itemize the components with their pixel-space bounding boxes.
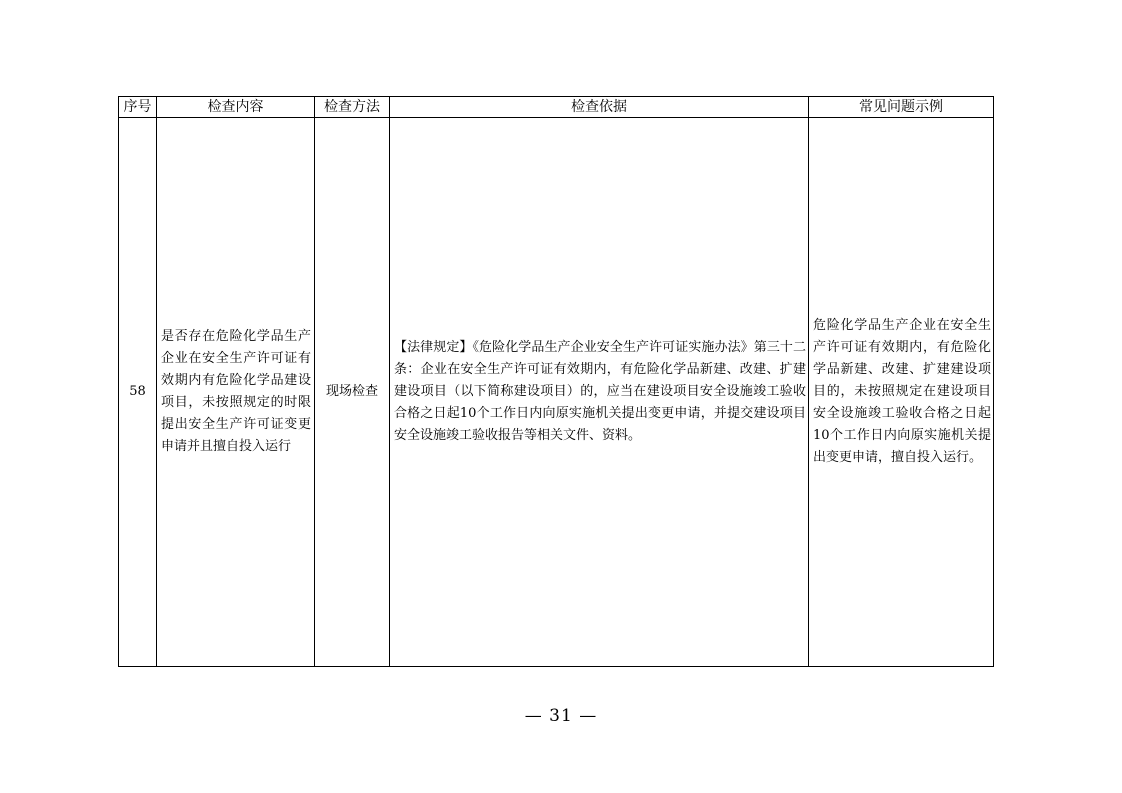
cell-inspection-content: 是否存在危险化学品生产企业在安全生产许可证有效期内有危险化学品建设项目，未按照规定的时限提出安全生产许可证变更申请并且擅自投入运行 [157,118,315,667]
table-row [119,118,994,667]
header-inspection-basis: 检查依据 [390,97,809,118]
header-serial-number: 序号 [119,97,157,118]
cell-inspection-basis: 【法律规定】《危险化学品生产企业安全生产许可证实施办法》第三十二条：企业在安全生产许可证有效期内，有危险化学品新建、改建、扩建建设项目（以下简称建设项目）的，应当在建设项目安全设施竣工验收合格之日起10个工作日内向原实施机关提出变更申请，并提交建设项目安全设施竣工验收报告等相关文件、资料。 [390,118,809,667]
table-header-row [119,97,994,118]
header-common-problems: 常见问题示例 [809,97,994,118]
header-inspection-method: 检查方法 [315,97,390,118]
cell-common-problem-example: 危险化学品生产企业在安全生产许可证有效期内，有危险化学品新建、改建、扩建建设项目的，未按照规定在建设项目安全设施竣工验收合格之日起10个工作日内向原实施机关提出变更申请，擅自投入运行。 [809,118,994,667]
inspection-table [118,96,994,667]
page-number: — 31 — [524,706,598,726]
cell-inspection-method: 现场检查 [315,118,390,667]
cell-serial-number: 58 [119,118,157,667]
header-inspection-content: 检查内容 [157,97,315,118]
